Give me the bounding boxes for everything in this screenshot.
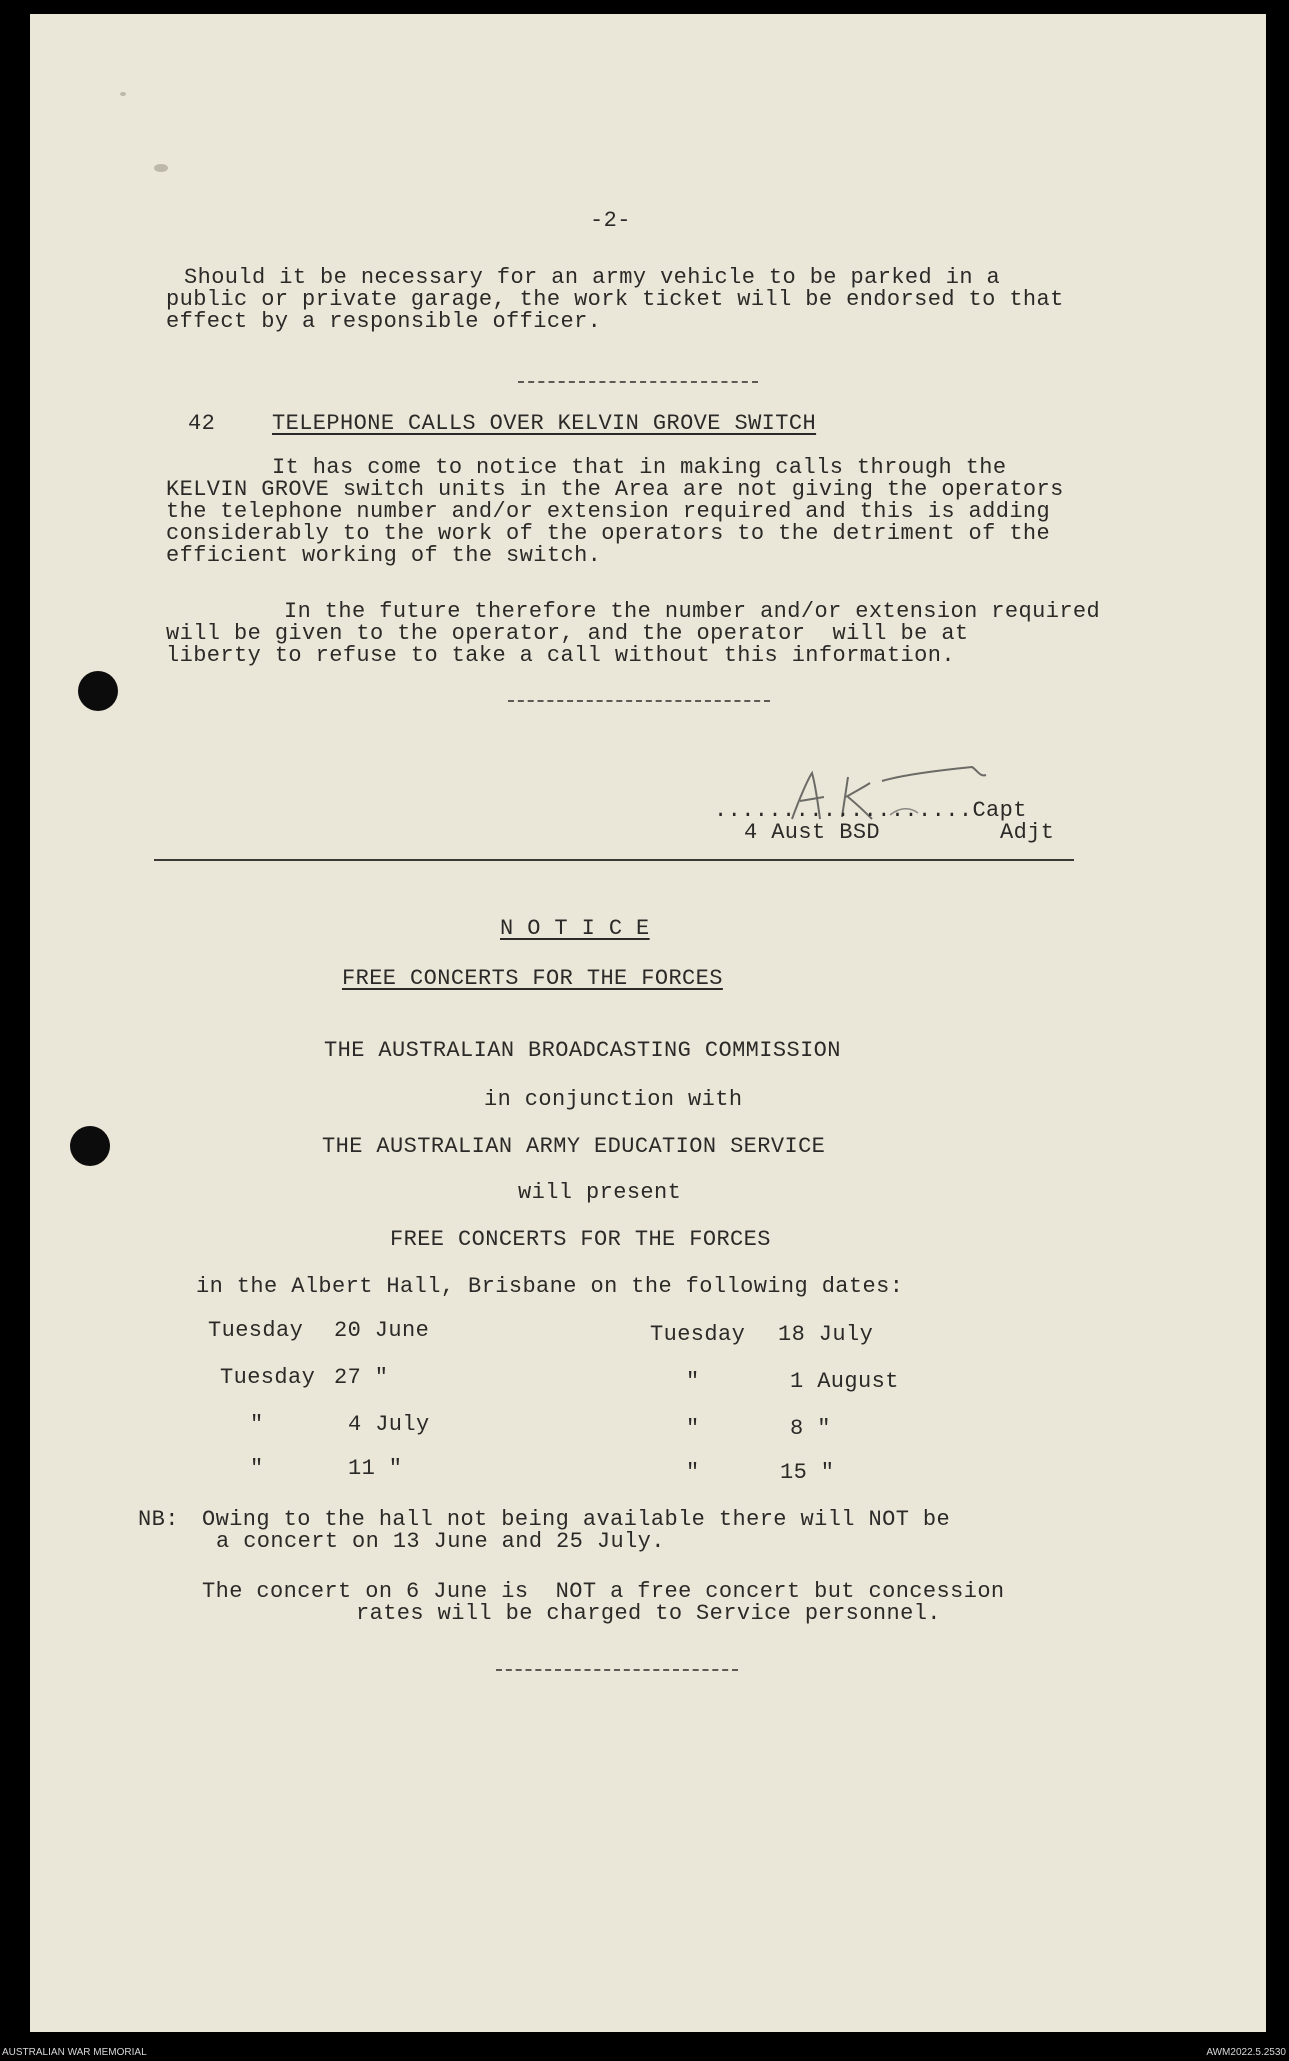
- punch-hole: [70, 1126, 110, 1166]
- document-page: [30, 14, 1266, 2032]
- signature-appointment: Adjt: [1000, 820, 1055, 845]
- date-day: ": [686, 1416, 700, 1441]
- signature-unit: 4 Aust BSD: [744, 820, 881, 845]
- concession-line: rates will be charged to Service personnel.: [356, 1601, 941, 1626]
- para-calls-line: efficient working of the switch.: [166, 543, 602, 568]
- paper-blemish: [120, 92, 126, 96]
- date-day: ": [250, 1412, 264, 1437]
- para-garage-line: public or private garage, the work ticket will be endorsed to that: [166, 287, 1064, 312]
- section-number: 42: [188, 411, 216, 436]
- conjunction-line: in conjunction with: [484, 1087, 743, 1112]
- date-day: ": [686, 1460, 700, 1485]
- date-value: 4 July: [348, 1412, 430, 1437]
- date-day: Tuesday: [650, 1322, 746, 1347]
- date-day: Tuesday: [208, 1318, 304, 1343]
- signature-dots-line: ...................Capt: [714, 798, 1027, 823]
- notice-subheading: FREE CONCERTS FOR THE FORCES: [342, 966, 723, 991]
- para-future-line: will be given to the operator, and the operator will be at: [166, 621, 969, 646]
- separator-line: [496, 1669, 738, 1671]
- separator-line: [518, 381, 758, 383]
- date-value: 15 ": [780, 1460, 835, 1485]
- footer-left: AUSTRALIAN WAR MEMORIAL: [2, 2047, 147, 2058]
- section-divider: [154, 859, 1074, 861]
- presenter-army: THE AUSTRALIAN ARMY EDUCATION SERVICE: [322, 1134, 826, 1159]
- venue-line: in the Albert Hall, Brisbane on the following dates:: [196, 1274, 904, 1299]
- date-value: 20 June: [334, 1318, 430, 1343]
- concession-line: The concert on 6 June is NOT a free concert but concession: [202, 1579, 1005, 1604]
- para-calls-line: considerably to the work of the operators to the detriment of the: [166, 521, 1051, 546]
- date-day: Tuesday: [220, 1365, 316, 1390]
- nb-line: Owing to the hall not being available there will NOT be: [202, 1507, 951, 1532]
- nb-label: NB:: [138, 1507, 179, 1532]
- page-number: -2-: [590, 208, 631, 233]
- para-calls-line: the telephone number and/or extension required and this is adding: [166, 499, 1051, 524]
- para-future-line: In the future therefore the number and/or extension required: [284, 599, 1101, 624]
- nb-line: a concert on 13 June and 25 July.: [216, 1529, 665, 1554]
- date-value: 18 July: [778, 1322, 874, 1347]
- date-day: ": [250, 1456, 264, 1481]
- paper-blemish: [154, 164, 168, 172]
- date-value: 8 ": [790, 1416, 831, 1441]
- notice-heading: N O T I C E: [500, 916, 650, 941]
- footer-right: AWM2022.5.2530: [1206, 2047, 1286, 2058]
- date-value: 11 ": [348, 1456, 403, 1481]
- para-calls-line: KELVIN GROVE switch units in the Area are not giving the operators: [166, 477, 1064, 502]
- date-value: 27 ": [334, 1365, 389, 1390]
- para-future-line: liberty to refuse to take a call without this information.: [166, 643, 955, 668]
- concert-title: FREE CONCERTS FOR THE FORCES: [390, 1227, 771, 1252]
- para-garage-line: effect by a responsible officer.: [166, 309, 602, 334]
- date-day: ": [686, 1369, 700, 1394]
- section-heading: TELEPHONE CALLS OVER KELVIN GROVE SWITCH: [272, 411, 817, 436]
- will-present-line: will present: [518, 1180, 682, 1205]
- separator-line: [508, 700, 770, 702]
- punch-hole: [78, 671, 118, 711]
- para-calls-line: It has come to notice that in making calls through the: [272, 455, 1007, 480]
- para-garage-line: Should it be necessary for an army vehicle to be parked in a: [184, 265, 1001, 290]
- presenter-abc: THE AUSTRALIAN BROADCASTING COMMISSION: [324, 1038, 841, 1063]
- date-value: 1 August: [790, 1369, 899, 1394]
